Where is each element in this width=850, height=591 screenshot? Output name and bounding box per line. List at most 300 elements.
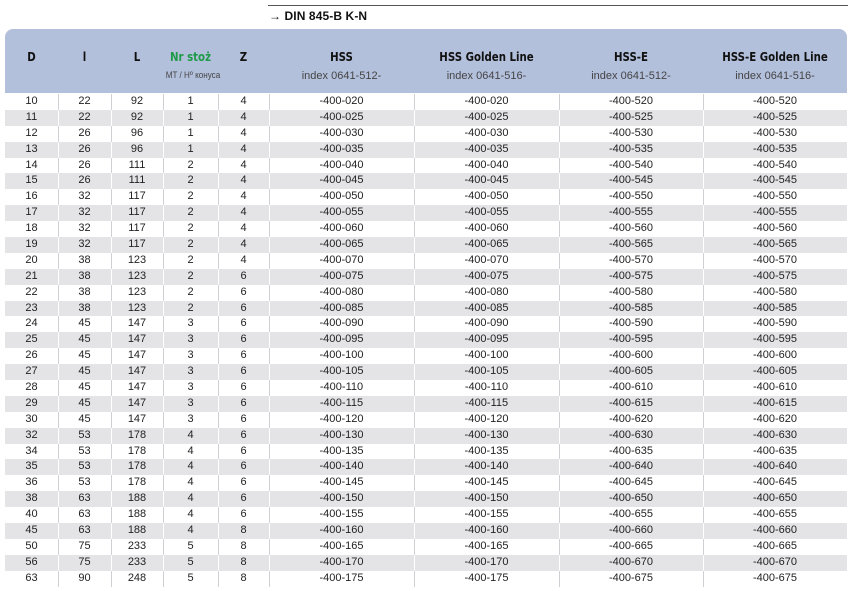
cell-z: 8: [240, 539, 247, 552]
cell-taper: 4: [187, 476, 194, 489]
cell-hss-golden: -400-090: [464, 317, 509, 330]
cell-taper: 2: [187, 206, 194, 219]
cell-hss: -400-155: [319, 508, 364, 521]
column-divider: [111, 539, 112, 555]
cell-d: 20: [25, 253, 38, 266]
cell-hsse: -400-670: [608, 555, 654, 568]
table-row: [5, 475, 847, 491]
header-taper-label: Nr stoż: [169, 50, 212, 64]
table-row: [5, 110, 847, 126]
column-divider: [269, 571, 270, 587]
column-divider: [703, 348, 704, 364]
column-divider: [218, 142, 219, 158]
column-divider: [414, 491, 415, 507]
cell-d: 21: [25, 269, 38, 282]
column-divider: [559, 316, 560, 332]
header-hsse-golden-label: HSS-E Golden Line: [722, 50, 828, 64]
column-divider: [163, 523, 164, 539]
column-divider: [58, 459, 59, 475]
cell-L: 248: [127, 571, 147, 584]
cell-hsse: -400-535: [608, 142, 654, 155]
cell-z: 6: [240, 412, 247, 425]
table-row: [5, 94, 847, 110]
cell-hsse-golden: -400-590: [752, 317, 798, 330]
cell-hsse: -400-565: [608, 238, 654, 251]
column-divider: [218, 380, 219, 396]
column-divider: [218, 491, 219, 507]
column-divider: [269, 523, 270, 539]
cell-hsse-golden: -400-645: [752, 476, 798, 489]
cell-hsse: -400-520: [608, 95, 654, 107]
column-divider: [559, 205, 560, 221]
cell-taper: 3: [187, 381, 194, 394]
cell-L: 178: [127, 428, 147, 441]
table-row: [5, 205, 847, 221]
cell-hsse-golden: -400-630: [752, 428, 798, 441]
cell-z: 4: [240, 126, 247, 139]
title-rule: [268, 5, 848, 6]
column-divider: [414, 142, 415, 158]
header-taper-sub: MT / Hº конуса: [165, 70, 221, 80]
column-divider: [58, 396, 59, 412]
column-divider: [163, 189, 164, 205]
column-divider: [163, 332, 164, 348]
column-divider: [163, 221, 164, 237]
column-divider: [559, 237, 560, 253]
column-divider: [111, 396, 112, 412]
cell-L: 123: [127, 269, 147, 282]
column-divider: [111, 158, 112, 174]
column-divider: [559, 142, 560, 158]
cell-hsse-golden: -400-525: [752, 110, 798, 123]
cell-hss-golden: -400-030: [464, 126, 509, 139]
table-body: [5, 94, 847, 587]
column-divider: [218, 364, 219, 380]
column-divider: [58, 189, 59, 205]
column-divider: [163, 364, 164, 380]
table-row: [5, 348, 847, 364]
table-row: [5, 126, 847, 142]
cell-taper: 2: [187, 238, 194, 251]
column-divider: [414, 444, 415, 460]
cell-taper: 2: [187, 253, 194, 266]
cell-z: 8: [240, 571, 247, 584]
column-divider: [218, 475, 219, 491]
table-row: [5, 237, 847, 253]
cell-hss-golden: -400-070: [464, 253, 509, 266]
column-divider: [111, 269, 112, 285]
cell-hss-golden: -400-155: [464, 508, 509, 521]
column-divider: [559, 539, 560, 555]
column-divider: [163, 491, 164, 507]
column-divider: [163, 348, 164, 364]
cell-z: 8: [240, 555, 247, 568]
column-divider: [58, 158, 59, 174]
column-divider: [414, 539, 415, 555]
column-divider: [58, 412, 59, 428]
cell-z: 4: [240, 142, 247, 155]
column-divider: [58, 332, 59, 348]
cell-l: 75: [78, 539, 91, 552]
column-divider: [269, 301, 270, 317]
column-divider: [703, 412, 704, 428]
column-divider: [559, 221, 560, 237]
cell-d: 19: [25, 238, 38, 251]
cell-d: 15: [25, 174, 38, 187]
cell-L: 233: [127, 539, 147, 552]
column-divider: [218, 158, 219, 174]
table-row: [5, 332, 847, 348]
column-divider: [559, 444, 560, 460]
cell-hss-golden: -400-035: [464, 142, 509, 155]
cell-hss-golden: -400-075: [464, 269, 509, 282]
column-divider: [559, 269, 560, 285]
column-divider: [414, 332, 415, 348]
cell-hsse: -400-525: [608, 110, 654, 123]
column-divider: [269, 173, 270, 189]
column-divider: [269, 285, 270, 301]
column-divider: [218, 316, 219, 332]
cell-z: 4: [240, 95, 247, 107]
column-divider: [58, 380, 59, 396]
column-divider: [58, 110, 59, 126]
column-divider: [559, 253, 560, 269]
cell-hss: -400-075: [319, 269, 364, 282]
column-divider: [414, 173, 415, 189]
cell-hsse-golden: -400-535: [752, 142, 798, 155]
cell-taper: 4: [187, 508, 194, 521]
cell-d: 34: [25, 444, 38, 457]
column-divider: [269, 444, 270, 460]
cell-hsse-golden: -400-585: [752, 301, 798, 314]
table-row: [5, 491, 847, 507]
cell-hsse: -400-615: [608, 396, 654, 409]
cell-hss: -400-095: [319, 333, 364, 346]
cell-l: 45: [78, 317, 91, 330]
column-divider: [218, 253, 219, 269]
column-divider: [111, 571, 112, 587]
cell-z: 6: [240, 333, 247, 346]
column-divider: [163, 237, 164, 253]
header-d: [5, 29, 58, 93]
column-divider: [218, 459, 219, 475]
header-hsse-sub: index 0641-512-: [591, 70, 671, 82]
column-divider: [58, 475, 59, 491]
cell-L: 111: [128, 174, 146, 187]
cell-d: 12: [25, 126, 38, 139]
cell-d: 45: [25, 524, 38, 537]
column-divider: [559, 396, 560, 412]
cell-hsse: -400-645: [608, 476, 654, 489]
cell-z: 6: [240, 301, 247, 314]
table-row: [5, 428, 847, 444]
cell-l: 45: [78, 333, 91, 346]
cell-hss: -400-030: [319, 126, 364, 139]
cell-hss: -400-110: [319, 381, 364, 394]
table-row: [5, 158, 847, 174]
cell-hss: -400-080: [319, 285, 364, 298]
cell-hsse: -400-650: [608, 492, 654, 505]
table-row: [5, 539, 847, 555]
column-divider: [58, 428, 59, 444]
cell-l: 45: [78, 412, 91, 425]
column-divider: [269, 110, 270, 126]
cell-hss: -400-055: [319, 206, 364, 219]
column-divider: [269, 428, 270, 444]
column-divider: [163, 380, 164, 396]
column-divider: [58, 507, 59, 523]
column-divider: [269, 332, 270, 348]
cell-L: 178: [127, 444, 147, 457]
cell-hss: -400-105: [319, 365, 364, 378]
cell-hsse: -400-660: [608, 524, 654, 537]
column-divider: [559, 491, 560, 507]
column-divider: [703, 396, 704, 412]
column-divider: [414, 523, 415, 539]
table-row: [5, 412, 847, 428]
table-header: [5, 29, 847, 93]
cell-taper: 3: [187, 365, 194, 378]
cell-taper: 5: [187, 539, 194, 552]
cell-hss-golden: -400-145: [464, 476, 509, 489]
column-divider: [703, 507, 704, 523]
cell-d: 26: [25, 349, 38, 362]
column-divider: [703, 444, 704, 460]
header-hss-golden: [414, 29, 559, 93]
column-divider: [111, 555, 112, 571]
cell-taper: 5: [187, 571, 194, 584]
cell-taper: 3: [187, 317, 194, 330]
header-hss-sub: index 0641-512-: [301, 70, 382, 82]
cell-L: 111: [128, 158, 146, 171]
column-divider: [58, 126, 59, 142]
column-divider: [218, 237, 219, 253]
column-divider: [218, 301, 219, 317]
cell-d: 24: [25, 317, 38, 330]
cell-hsse-golden: -400-520: [752, 95, 798, 107]
column-divider: [163, 555, 164, 571]
column-divider: [414, 412, 415, 428]
header-hss-golden-label: HSS Golden Line: [439, 50, 534, 64]
table-row: [5, 142, 847, 158]
cell-hss-golden: -400-130: [464, 428, 509, 441]
cell-z: 4: [240, 206, 247, 219]
cell-L: 117: [128, 190, 146, 203]
cell-z: 4: [240, 158, 247, 171]
column-divider: [111, 173, 112, 189]
column-divider: [559, 555, 560, 571]
cell-z: 6: [240, 428, 247, 441]
column-divider: [111, 316, 112, 332]
cell-hsse-golden: -400-580: [752, 285, 798, 298]
column-divider: [163, 459, 164, 475]
cell-hss-golden: -400-080: [464, 285, 509, 298]
cell-l: 26: [78, 174, 91, 187]
column-divider: [414, 475, 415, 491]
header-l: [58, 29, 111, 93]
column-divider: [703, 253, 704, 269]
cell-hss: -400-100: [319, 349, 364, 362]
cell-hss: -400-175: [319, 571, 364, 584]
cell-d: 36: [25, 476, 38, 489]
column-divider: [163, 412, 164, 428]
header-taper: [163, 29, 221, 93]
column-divider: [414, 126, 415, 142]
cell-hsse-golden: -400-595: [752, 333, 798, 346]
cell-z: 6: [240, 269, 247, 282]
header-hsse: [559, 29, 703, 93]
cell-L: 96: [130, 126, 144, 139]
column-divider: [703, 380, 704, 396]
cell-hss: -400-040: [319, 158, 364, 171]
column-divider: [58, 301, 59, 317]
table-row: [5, 269, 847, 285]
cell-hss: -400-140: [319, 460, 364, 473]
column-divider: [559, 110, 560, 126]
cell-L: 233: [127, 555, 147, 568]
column-divider: [269, 459, 270, 475]
column-divider: [414, 380, 415, 396]
column-divider: [559, 332, 560, 348]
column-divider: [559, 94, 560, 110]
cell-hsse: -400-545: [608, 174, 654, 187]
cell-taper: 2: [187, 222, 194, 235]
column-divider: [163, 110, 164, 126]
cell-hss: -400-145: [319, 476, 364, 489]
cell-hsse-golden: -400-550: [752, 190, 798, 203]
cell-l: 38: [78, 285, 91, 298]
cell-taper: 2: [187, 285, 194, 298]
column-divider: [111, 142, 112, 158]
cell-hsse: -400-540: [608, 158, 654, 171]
column-divider: [111, 332, 112, 348]
column-divider: [218, 348, 219, 364]
cell-z: 6: [240, 381, 247, 394]
cell-z: 6: [240, 396, 247, 409]
cell-d: 30: [25, 412, 38, 425]
column-divider: [163, 539, 164, 555]
cell-taper: 1: [187, 110, 194, 123]
column-divider: [111, 110, 112, 126]
column-divider: [111, 301, 112, 317]
column-divider: [414, 316, 415, 332]
column-divider: [58, 571, 59, 587]
column-divider: [414, 221, 415, 237]
cell-hss: -400-170: [319, 555, 364, 568]
cell-hsse-golden: -400-555: [752, 206, 798, 219]
cell-d: 27: [25, 365, 38, 378]
column-divider: [559, 158, 560, 174]
cell-hss: -400-130: [319, 428, 364, 441]
column-divider: [218, 94, 219, 110]
column-divider: [269, 507, 270, 523]
column-divider: [218, 523, 219, 539]
cell-d: 25: [25, 333, 38, 346]
cell-d: 29: [25, 396, 38, 409]
cell-z: 4: [240, 190, 247, 203]
column-divider: [269, 491, 270, 507]
column-divider: [414, 428, 415, 444]
column-divider: [269, 555, 270, 571]
cell-l: 53: [78, 476, 91, 489]
cell-z: 6: [240, 460, 247, 473]
cell-hss-golden: -400-050: [464, 190, 509, 203]
column-divider: [218, 221, 219, 237]
cell-hss-golden: -400-115: [464, 396, 509, 409]
column-divider: [111, 253, 112, 269]
cell-L: 188: [127, 524, 147, 537]
cell-hss: -400-060: [319, 222, 364, 235]
column-divider: [559, 412, 560, 428]
column-divider: [58, 205, 59, 221]
cell-hss: -400-085: [319, 301, 364, 314]
column-divider: [163, 94, 164, 110]
cell-taper: 1: [187, 142, 194, 155]
cell-hss-golden: -400-020: [464, 95, 509, 107]
cell-z: 6: [240, 349, 247, 362]
cell-hsse: -400-630: [608, 428, 654, 441]
cell-hsse-golden: -400-635: [752, 444, 798, 457]
cell-hss-golden: -400-100: [464, 349, 509, 362]
column-divider: [703, 364, 704, 380]
column-divider: [703, 555, 704, 571]
cell-hsse: -400-570: [608, 253, 654, 266]
cell-hss: -400-070: [319, 253, 364, 266]
cell-d: 50: [25, 539, 38, 552]
cell-hsse: -400-610: [608, 381, 654, 394]
column-divider: [414, 555, 415, 571]
cell-hss-golden: -400-045: [464, 174, 509, 187]
column-divider: [163, 205, 164, 221]
cell-l: 32: [78, 190, 91, 203]
column-divider: [58, 364, 59, 380]
cell-hsse-golden: -400-655: [752, 508, 798, 521]
column-divider: [559, 301, 560, 317]
column-divider: [111, 412, 112, 428]
cell-hss: -400-090: [319, 317, 364, 330]
column-divider: [58, 316, 59, 332]
column-divider: [111, 459, 112, 475]
column-divider: [559, 475, 560, 491]
cell-l: 45: [78, 365, 91, 378]
column-divider: [703, 158, 704, 174]
table-row: [5, 316, 847, 332]
cell-hsse: -400-580: [608, 285, 654, 298]
column-divider: [218, 189, 219, 205]
column-divider: [163, 301, 164, 317]
cell-taper: 1: [187, 95, 194, 107]
cell-taper: 4: [187, 444, 194, 457]
cell-hsse: -400-555: [608, 206, 654, 219]
table-row: [5, 364, 847, 380]
cell-d: 11: [25, 110, 38, 123]
cell-d: 32: [25, 428, 38, 441]
cell-d: 28: [25, 381, 38, 394]
cell-l: 63: [78, 508, 91, 521]
cell-d: 13: [25, 142, 38, 155]
column-divider: [218, 396, 219, 412]
column-divider: [269, 205, 270, 221]
cell-l: 26: [78, 126, 91, 139]
cell-hsse-golden: -400-650: [752, 492, 798, 505]
table-row: [5, 380, 847, 396]
column-divider: [703, 237, 704, 253]
column-divider: [703, 126, 704, 142]
cell-hsse: -400-590: [608, 317, 654, 330]
cell-l: 22: [78, 110, 91, 123]
column-divider: [703, 301, 704, 317]
cell-hss-golden: -400-105: [464, 365, 509, 378]
